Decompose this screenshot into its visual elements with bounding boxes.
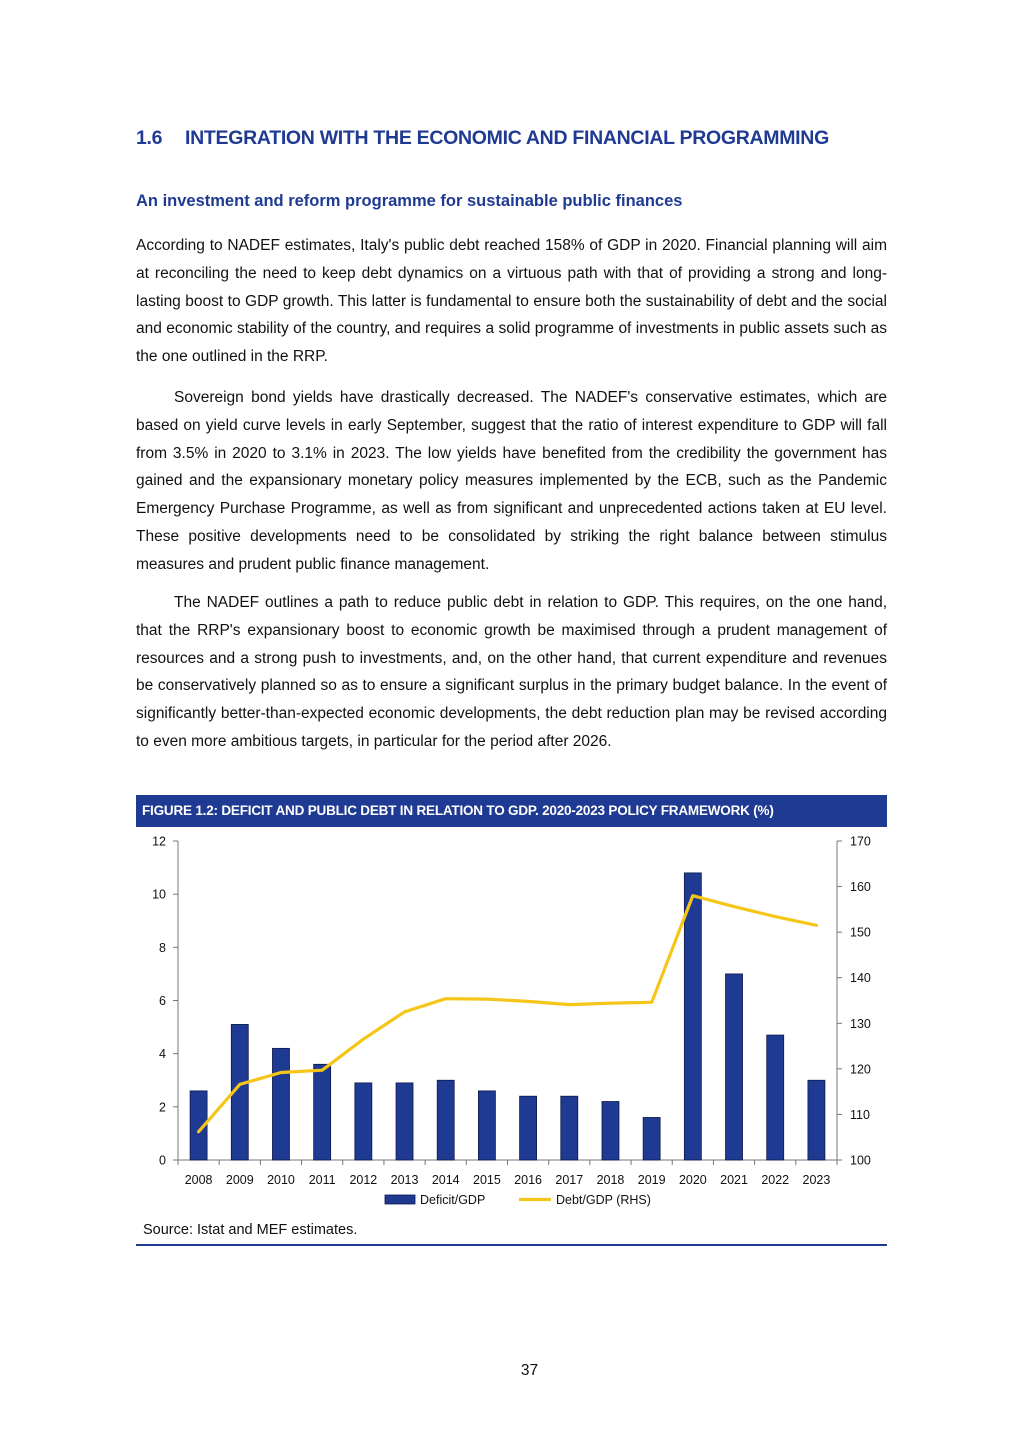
x-tick-label: 2020 — [678, 1173, 707, 1187]
section-number: 1.6 — [136, 127, 163, 149]
x-tick-label: 2013 — [390, 1173, 419, 1187]
figure-caption: FIGURE 1.2: DEFICIT AND PUBLIC DEBT IN RELATION TO GDP. 2020-2023 POLICY FRAMEWORK (%) — [136, 795, 887, 827]
x-tick-label: 2009 — [225, 1173, 254, 1187]
paragraph-1: According to NADEF estimates, Italy's public debt reached 158% of GDP in 2020. Financial planning will aim at reconciling the need to keep debt dynamics on a virtuous path with that of providing a strong and long-lasting boost to GDP growth. This latter is fundamental to ensure both the sustainability of debt and the social and economic stability of the country, and requires a solid programme of investments in public assets such as the one outlined in the RRP. — [136, 237, 887, 366]
bar-deficit-gdp — [355, 1083, 372, 1160]
paragraph-2: Sovereign bond yields have drastically decreased. The NADEF's conservative estimates, which are based on yield curve levels in early September, suggest that the ratio of interest expenditure to GDP will fall from 3.5% in 2020 to 3.1% in 2023. The low yields have benefited from the credibility the government has gained and the expansionary monetary policy measures implemented by the ECB, such as the Pandemic Emergency Purchase Programme, as well as from significant and unprecedented actions taken at EU level. These positive developments need to be consolidated by striking the right balance between stimulus measures and prudent public finance management. — [136, 389, 887, 573]
legend-label-debt: Debt/GDP (RHS) — [556, 1193, 651, 1207]
legend-swatch-deficit — [385, 1195, 415, 1204]
line-debt-gdp — [199, 896, 817, 1132]
x-tick-label: 2018 — [596, 1173, 625, 1187]
bar-deficit-gdp — [726, 974, 743, 1160]
section-heading — [136, 127, 887, 150]
left-tick-label: 12 — [152, 834, 166, 849]
left-tick-label: 4 — [159, 1047, 166, 1062]
right-tick-label: 130 — [850, 1016, 871, 1031]
page-number: 37 — [520, 1362, 539, 1379]
subheading: An investment and reform programme for sustainable public finances — [136, 192, 683, 210]
right-tick-label: 120 — [850, 1062, 871, 1077]
bar-deficit-gdp — [643, 1117, 660, 1160]
left-tick-label: 8 — [159, 940, 166, 955]
x-tick-label: 2016 — [514, 1173, 542, 1187]
bar-deficit-gdp — [684, 873, 701, 1160]
x-tick-label: 2008 — [184, 1173, 213, 1187]
bar-deficit-gdp — [437, 1080, 454, 1160]
bar-deficit-gdp — [396, 1083, 413, 1160]
legend-label-deficit: Deficit/GDP — [420, 1193, 486, 1207]
paragraph-3: The NADEF outlines a path to reduce public debt in relation to GDP. This requires, on the one hand, that the RRP's expansionary boost to economic growth be maximised through a prudent management of resources and a strong push to investments, and, on the other hand, that current expenditure and revenues be conservatively planned so as to ensure a significant surplus in the primary budget balance. In the event of significantly better-than-expected economic developments, the debt reduction plan may be revised according to even more ambitious targets, in particular for the period after 2026. — [136, 594, 887, 750]
left-tick-label: 0 — [159, 1153, 166, 1168]
x-tick-label: 2010 — [267, 1173, 295, 1187]
bar-deficit-gdp — [808, 1080, 825, 1160]
x-tick-label: 2011 — [308, 1173, 336, 1187]
bar-deficit-gdp — [767, 1035, 784, 1160]
x-tick-label: 2023 — [802, 1173, 831, 1187]
bar-deficit-gdp — [561, 1096, 578, 1160]
right-tick-label: 160 — [850, 880, 871, 895]
right-tick-label: 150 — [850, 925, 871, 940]
section-title: INTEGRATION WITH THE ECONOMIC AND FINANCIAL PROGRAMMING — [185, 127, 829, 149]
figure-bottom-rule — [136, 1244, 887, 1246]
x-tick-label: 2014 — [431, 1173, 460, 1187]
right-tick-label: 140 — [850, 971, 871, 986]
right-tick-label: 170 — [850, 834, 871, 849]
bar-deficit-gdp — [602, 1102, 619, 1160]
x-tick-label: 2017 — [555, 1173, 584, 1187]
x-tick-label: 2022 — [761, 1173, 790, 1187]
deficit-debt-chart — [136, 827, 887, 1219]
left-tick-label: 10 — [152, 887, 166, 902]
x-tick-label: 2021 — [720, 1173, 748, 1187]
left-tick-label: 6 — [159, 994, 166, 1008]
x-tick-label: 2015 — [473, 1173, 501, 1187]
x-tick-label: 2012 — [349, 1173, 378, 1187]
left-tick-label: 2 — [159, 1100, 166, 1115]
bar-deficit-gdp — [314, 1064, 331, 1160]
bar-deficit-gdp — [520, 1096, 537, 1160]
right-tick-label: 110 — [850, 1107, 870, 1122]
bar-deficit-gdp — [478, 1091, 495, 1160]
right-tick-label: 100 — [850, 1153, 871, 1168]
x-tick-label: 2019 — [637, 1173, 666, 1187]
figure-source: Source: Istat and MEF estimates. — [143, 1222, 358, 1238]
bar-deficit-gdp — [272, 1048, 289, 1160]
